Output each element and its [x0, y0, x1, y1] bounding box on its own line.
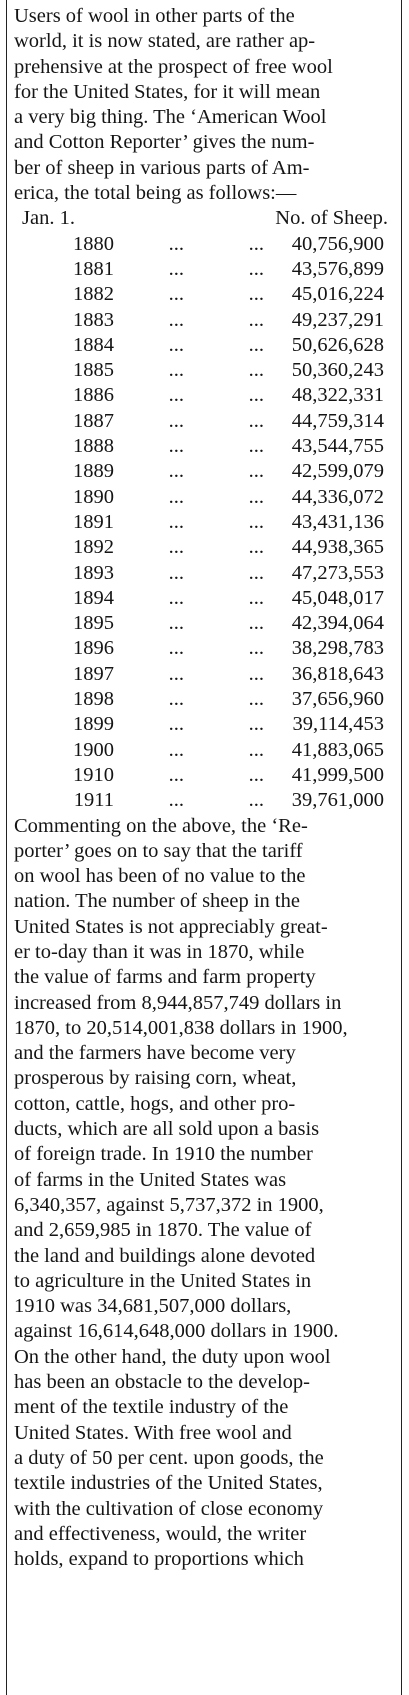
table-row	[14, 510, 398, 535]
leader-dots: ...	[168, 662, 184, 685]
leader-dots: ...	[248, 662, 264, 685]
table-row	[14, 485, 398, 510]
text-line: with the cultivation of close economy	[14, 1497, 324, 1520]
leader-dots: ...	[168, 232, 184, 255]
leader-dots: ...	[248, 359, 264, 382]
year-cell: 1900	[73, 738, 114, 761]
leader-dots: ...	[168, 789, 184, 812]
leader-dots: ...	[248, 738, 264, 761]
text-line: and effectiveness, would, the writer	[14, 1522, 307, 1545]
leader-dots: ...	[168, 308, 184, 331]
text-line: erica, the total being as follows:—	[14, 182, 297, 205]
leader-dots: ...	[168, 536, 184, 559]
leader-dots: ...	[248, 688, 264, 711]
table-row	[14, 738, 398, 763]
text-line: a very big thing. The ‘American Wool	[14, 106, 327, 129]
leader-dots: ...	[168, 333, 184, 356]
table-row	[14, 257, 398, 282]
leader-dots: ...	[248, 763, 264, 786]
sheep-count-cell: 44,759,314	[291, 409, 384, 432]
header-no-of-sheep: No. of Sheep.	[275, 207, 388, 230]
text-line: porter’ goes on to say that the tariff	[14, 839, 303, 862]
leader-dots: ...	[248, 409, 264, 432]
sheep-count-cell: 41,999,500	[291, 763, 384, 786]
year-cell: 1896	[73, 637, 114, 660]
text-line: on wool has been of no value to the	[14, 865, 306, 888]
table-row	[14, 282, 398, 307]
sheep-count-cell: 45,048,017	[291, 586, 384, 609]
leader-dots: ...	[248, 789, 264, 812]
sheep-count-cell: 36,818,643	[291, 662, 384, 685]
leader-dots: ...	[168, 763, 184, 786]
leader-dots: ...	[248, 536, 264, 559]
leader-dots: ...	[168, 586, 184, 609]
table-row	[14, 611, 398, 636]
leader-dots: ...	[248, 384, 264, 407]
table-row	[14, 586, 398, 611]
sheep-table	[14, 232, 398, 814]
leader-dots: ...	[168, 435, 184, 458]
newspaper-column	[14, 4, 398, 1572]
sheep-count-cell: 44,938,365	[291, 536, 384, 559]
text-line: of farms in the United States was	[14, 1168, 287, 1191]
leader-dots: ...	[248, 435, 264, 458]
leader-dots: ...	[248, 257, 264, 280]
table-row	[14, 358, 398, 383]
year-cell: 1885	[73, 359, 114, 382]
year-cell: 1882	[73, 283, 114, 306]
table-row	[14, 636, 398, 661]
text-line: to agriculture in the United States in	[14, 1269, 312, 1292]
table-row	[14, 459, 398, 484]
text-line: and the farmers have become very	[14, 1042, 296, 1065]
year-cell: 1895	[73, 612, 114, 635]
intro-paragraph	[14, 4, 398, 206]
text-line: ducts, which are all sold upon a basis	[14, 1118, 320, 1141]
commentary-paragraph	[14, 814, 398, 1573]
sheep-count-cell: 45,016,224	[291, 283, 384, 306]
sheep-count-cell: 41,883,065	[291, 738, 384, 761]
leader-dots: ...	[168, 485, 184, 508]
text-line: of foreign trade. In 1910 the number	[14, 1143, 313, 1166]
leader-dots: ...	[248, 333, 264, 356]
leader-dots: ...	[168, 510, 184, 533]
sheep-count-cell: 48,322,331	[291, 384, 384, 407]
table-row	[14, 662, 398, 687]
leader-dots: ...	[168, 384, 184, 407]
sheep-count-cell: 44,336,072	[291, 485, 384, 508]
text-line: against 16,614,648,000 dollars in 1900.	[14, 1320, 339, 1343]
text-line: and 2,659,985 in 1870. The value of	[14, 1219, 312, 1242]
text-line: 1870, to 20,514,001,838 dollars in 1900,	[14, 1016, 348, 1039]
sheep-count-cell: 39,114,453	[292, 713, 384, 736]
year-cell: 1886	[73, 384, 114, 407]
text-line: United States is not appreciably great-	[14, 915, 328, 938]
text-line: cotton, cattle, hogs, and other pro-	[14, 1092, 296, 1115]
sheep-table-header	[22, 206, 388, 231]
leader-dots: ...	[168, 409, 184, 432]
text-line: prehensive at the prospect of free wool	[14, 55, 333, 78]
year-cell: 1888	[73, 435, 114, 458]
leader-dots: ...	[248, 510, 264, 533]
text-line: Users of wool in other parts of the	[14, 5, 295, 27]
table-row	[14, 434, 398, 459]
year-cell: 1893	[73, 561, 114, 584]
text-line: a duty of 50 per cent. upon goods, the	[14, 1446, 324, 1469]
leader-dots: ...	[168, 713, 184, 736]
sheep-count-cell: 50,360,243	[291, 359, 384, 382]
text-line: ber of sheep in various parts of Am-	[14, 156, 310, 179]
year-cell: 1881	[73, 257, 114, 280]
leader-dots: ...	[248, 713, 264, 736]
text-line: world, it is now stated, are rather ap-	[14, 30, 316, 53]
text-line: for the United States, for it will mean	[14, 80, 321, 103]
year-cell: 1889	[73, 460, 114, 483]
table-row	[14, 788, 398, 813]
year-cell: 1897	[73, 662, 114, 685]
sheep-count-cell: 47,273,553	[291, 561, 384, 584]
leader-dots: ...	[248, 283, 264, 306]
year-cell: 1890	[73, 485, 114, 508]
text-line: increased from 8,944,857,749 dollars in	[14, 991, 342, 1014]
text-line: 6,340,357, against 5,737,372 in 1900,	[14, 1193, 324, 1216]
leader-dots: ...	[168, 283, 184, 306]
leader-dots: ...	[168, 561, 184, 584]
sheep-count-cell: 50,626,628	[291, 333, 384, 356]
table-row	[14, 232, 398, 257]
leader-dots: ...	[168, 460, 184, 483]
leader-dots: ...	[168, 637, 184, 660]
leader-dots: ...	[168, 688, 184, 711]
text-line: United States. With free wool and	[14, 1421, 292, 1444]
sheep-count-cell: 43,544,755	[291, 435, 384, 458]
table-row	[14, 561, 398, 586]
sheep-count-cell: 43,431,136	[291, 510, 384, 533]
year-cell: 1883	[73, 308, 114, 331]
leader-dots: ...	[248, 561, 264, 584]
year-cell: 1911	[73, 789, 114, 812]
text-line: Commenting on the above, the ‘Re-	[14, 814, 308, 837]
leader-dots: ...	[248, 612, 264, 635]
text-line: er to-day than it was in 1870, while	[14, 940, 305, 963]
leader-dots: ...	[248, 637, 264, 660]
sheep-count-cell: 43,576,899	[291, 257, 384, 280]
leader-dots: ...	[248, 232, 264, 255]
year-cell: 1899	[73, 713, 114, 736]
year-cell: 1892	[73, 536, 114, 559]
text-line: the land and buildings alone devoted	[14, 1244, 316, 1267]
table-row	[14, 333, 398, 358]
text-line: the value of farms and farm property	[14, 966, 316, 989]
column-rule-left	[6, 0, 7, 1695]
text-line: holds, expand to proportions which	[14, 1548, 304, 1571]
leader-dots: ...	[248, 308, 264, 331]
year-cell: 1884	[73, 333, 114, 356]
text-line: has been an obstacle to the develop-	[14, 1371, 310, 1394]
year-cell: 1910	[73, 763, 114, 786]
table-row	[14, 763, 398, 788]
sheep-count-cell: 40,756,900	[291, 232, 384, 255]
table-row	[14, 712, 398, 737]
table-row	[14, 308, 398, 333]
text-line: nation. The number of sheep in the	[14, 890, 300, 913]
table-row	[14, 535, 398, 560]
sheep-count-cell: 42,599,079	[291, 460, 384, 483]
sheep-count-cell: 42,394,064	[291, 612, 384, 635]
text-line: textile industries of the United States,	[14, 1472, 323, 1495]
text-line: prosperous by raising corn, wheat,	[14, 1067, 297, 1090]
year-cell: 1894	[73, 586, 114, 609]
text-line: and Cotton Reporter’ gives the num-	[14, 131, 315, 154]
year-cell: 1887	[73, 409, 114, 432]
leader-dots: ...	[168, 738, 184, 761]
header-jan-1: Jan. 1.	[22, 207, 75, 230]
leader-dots: ...	[168, 257, 184, 280]
table-row	[14, 383, 398, 408]
table-row	[14, 409, 398, 434]
sheep-count-cell: 38,298,783	[291, 637, 384, 660]
text-line: ment of the textile industry of the	[14, 1396, 289, 1419]
leader-dots: ...	[248, 485, 264, 508]
year-cell: 1880	[73, 232, 114, 255]
text-line: 1910 was 34,681,507,000 dollars,	[14, 1295, 292, 1318]
table-row	[14, 687, 398, 712]
leader-dots: ...	[248, 586, 264, 609]
leader-dots: ...	[168, 612, 184, 635]
text-line: On the other hand, the duty upon wool	[14, 1345, 331, 1368]
leader-dots: ...	[248, 460, 264, 483]
year-cell: 1891	[73, 510, 114, 533]
column-rule-right	[401, 0, 402, 1695]
sheep-count-cell: 37,656,960	[291, 688, 384, 711]
sheep-count-cell: 39,761,000	[291, 789, 384, 812]
leader-dots: ...	[168, 359, 184, 382]
year-cell: 1898	[73, 688, 114, 711]
sheep-count-cell: 49,237,291	[291, 308, 384, 331]
